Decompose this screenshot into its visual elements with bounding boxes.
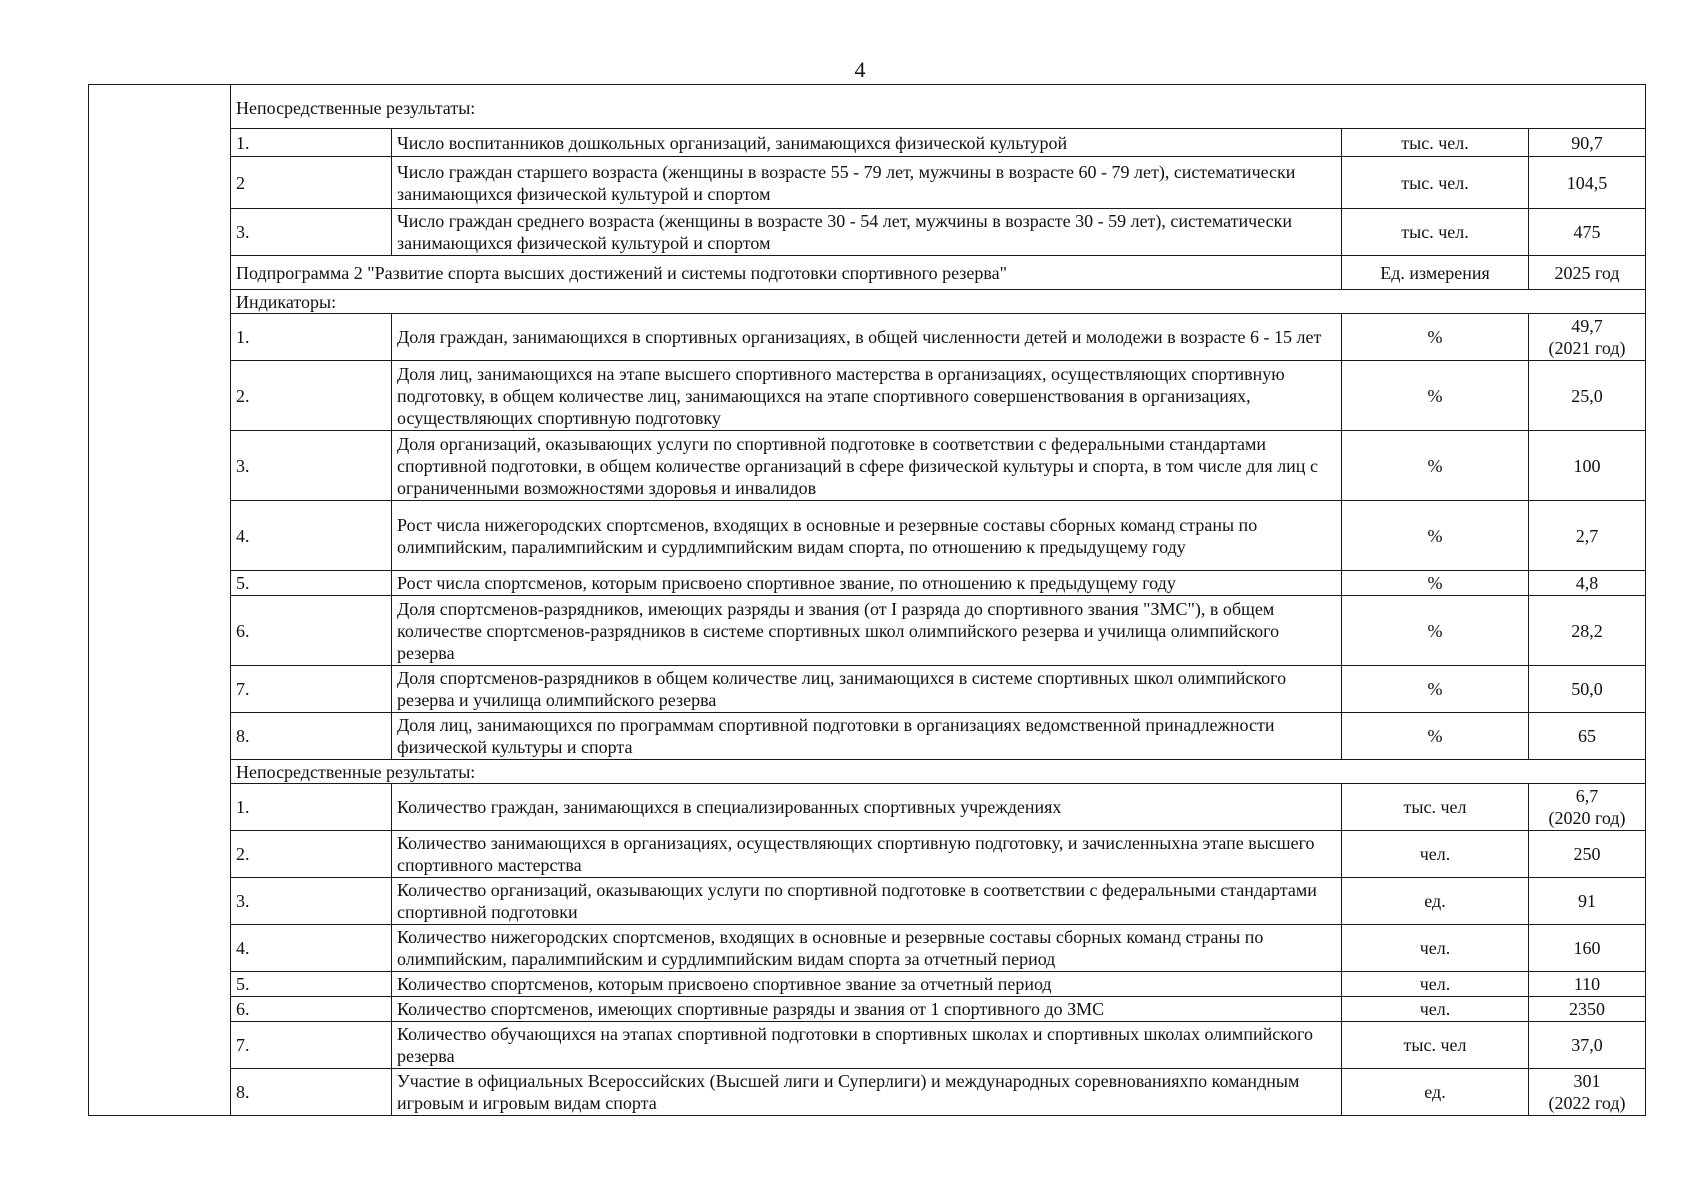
- table-row: [89, 666, 1646, 713]
- row-value: [1529, 831, 1646, 878]
- table-row: [89, 361, 1646, 431]
- row-unit: чел.: [1342, 972, 1529, 997]
- value-text: 6,7: [1575, 786, 1599, 806]
- row-number: 4.: [231, 925, 392, 972]
- section-heading: Непосредственные результаты:: [231, 85, 1646, 129]
- row-unit: %: [1342, 314, 1529, 361]
- row-unit: тыс. чел.: [1342, 129, 1529, 157]
- row-value: [1529, 997, 1646, 1022]
- row-unit: ед.: [1342, 878, 1529, 925]
- row-value: [1529, 972, 1646, 997]
- value-text: 2350: [1569, 999, 1606, 1019]
- section-heading-row: [89, 85, 1646, 129]
- row-value: [1529, 713, 1646, 760]
- row-value: [1529, 666, 1646, 713]
- row-unit: %: [1342, 571, 1529, 596]
- value-text: 28,2: [1571, 620, 1603, 641]
- row-unit: %: [1342, 431, 1529, 501]
- row-description: Количество обучающихся на этапах спортивной подготовки в спортивных школах и спортивных школах олимпийского резерва: [392, 1022, 1342, 1069]
- subprogram-header-row: [89, 256, 1646, 290]
- row-value: [1529, 361, 1646, 431]
- row-unit: ед.: [1342, 1069, 1529, 1116]
- row-description: Количество занимающихся в организациях, осуществляющих спортивную подготовку, и зачисленныхна этапе высшего спортивного мастерства: [392, 831, 1342, 878]
- table-row: [89, 878, 1646, 925]
- row-description: Доля спортсменов-разрядников в общем количестве лиц, занимающихся в системе спортивных школ олимпийского резерва и училища олимпийского резерва: [392, 666, 1342, 713]
- table-row: [89, 129, 1646, 157]
- row-number: 2: [231, 157, 392, 209]
- row-number: 8.: [231, 1069, 392, 1116]
- row-unit: %: [1342, 361, 1529, 431]
- page-number: 4: [854, 57, 866, 82]
- row-unit: %: [1342, 596, 1529, 666]
- row-description: Число граждан среднего возраста (женщины в возрасте 30 - 54 лет, мужчины в возрасте 30 - 59 лет), систематически занимающихся физической культурой и спортом: [392, 209, 1342, 256]
- row-unit: %: [1342, 666, 1529, 713]
- row-unit: тыс. чел: [1342, 1022, 1529, 1069]
- table-row: [89, 209, 1646, 256]
- value-year-note: (2022 год): [1548, 1093, 1626, 1113]
- left-blank-column: [89, 85, 231, 1116]
- value-text: 91: [1578, 891, 1597, 911]
- row-description: Доля организаций, оказывающих услуги по спортивной подготовке в соответствии с федеральными стандартами спортивной подготовки, в общем количестве организаций в сфере физической культуры и спорта, в том числе для лиц с ограниченными возможностями здоровья и инвалидов: [392, 431, 1342, 501]
- row-unit: тыс. чел.: [1342, 209, 1529, 256]
- row-number: 6.: [231, 596, 392, 666]
- row-description: Доля лиц, занимающихся по программам спортивной подготовки в организациях ведомственной принадлежности физической культуры и спорта: [392, 713, 1342, 760]
- row-description: Доля граждан, занимающихся в спортивных организациях, в общей численности детей и молодежи в возрасте 6 - 15 лет: [392, 314, 1342, 361]
- row-description: Количество нижегородских спортсменов, входящих в основные и резервные составы сборных команд страны по олимпийским, паралимпийским и сурдлимпийским видам спорта за отчетный период: [392, 925, 1342, 972]
- table-row: [89, 157, 1646, 209]
- table-row: [89, 1022, 1646, 1069]
- row-number: 1.: [231, 784, 392, 831]
- row-number: 1.: [231, 129, 392, 157]
- section-heading: Индикаторы:: [231, 290, 1646, 314]
- value-text: 50,0: [1571, 679, 1603, 699]
- row-unit: %: [1342, 713, 1529, 760]
- value-text: 49,7: [1571, 316, 1603, 336]
- value-text: 110: [1573, 974, 1601, 994]
- table-row: [89, 831, 1646, 878]
- row-unit: чел.: [1342, 997, 1529, 1022]
- row-value: [1529, 571, 1646, 596]
- row-number: 8.: [231, 713, 392, 760]
- value-year-note: (2020 год): [1548, 808, 1626, 828]
- row-value: [1529, 314, 1646, 361]
- row-number: 2.: [231, 831, 392, 878]
- value-text: 4,8: [1575, 573, 1599, 593]
- value-text: 250: [1573, 844, 1601, 864]
- table-row: [89, 431, 1646, 501]
- row-description: Число граждан старшего возраста (женщины в возрасте 55 - 79 лет, мужчины в возрасте 60 - 79 лет), систематически занимающихся физической культурой и спортом: [392, 157, 1342, 209]
- row-unit: чел.: [1342, 831, 1529, 878]
- row-value: [1529, 784, 1646, 831]
- row-unit: %: [1342, 501, 1529, 571]
- table-row: [89, 1069, 1646, 1116]
- row-number: 1.: [231, 314, 392, 361]
- row-value: [1529, 157, 1646, 209]
- row-description: Количество граждан, занимающихся в специализированных спортивных учреждениях: [392, 784, 1342, 831]
- row-value: [1529, 878, 1646, 925]
- value-text: 37,0: [1571, 1035, 1603, 1055]
- row-number: 4.: [231, 501, 392, 571]
- value-text: 65: [1578, 726, 1597, 746]
- value-text: 475: [1573, 222, 1601, 242]
- row-number: 7.: [231, 1022, 392, 1069]
- row-unit: тыс. чел: [1342, 784, 1529, 831]
- table-row: [89, 784, 1646, 831]
- row-description: Доля спортсменов-разрядников, имеющих разряды и звания (от I разряда до спортивного звания "ЗМС"), в общем количестве спортсменов-разрядников в системе спортивных школ олимпийского резерва и училища олимпийского резерва: [392, 596, 1342, 666]
- row-number: 5.: [231, 571, 392, 596]
- unit-column-header: Ед. измерения: [1342, 256, 1529, 290]
- row-value: [1529, 1069, 1646, 1116]
- row-value: [1529, 501, 1646, 571]
- row-value: [1529, 431, 1646, 501]
- table-row: [89, 596, 1646, 666]
- year-column-header: 2025 год: [1529, 256, 1646, 290]
- row-value: [1529, 925, 1646, 972]
- section-heading: Непосредственные результаты:: [231, 760, 1646, 784]
- row-description: Число воспитанников дошкольных организаций, занимающихся физической культурой: [392, 129, 1342, 157]
- row-description: Доля лиц, занимающихся на этапе высшего спортивного мастерства в организациях, осуществляющих спортивную подготовку, в общем количестве лиц, занимающихся на этапе спортивного совершенствования в организациях, осуществляющих спортивную подготовку: [392, 361, 1342, 431]
- table-row: [89, 925, 1646, 972]
- row-number: 3.: [231, 878, 392, 925]
- value-text: 90,7: [1571, 132, 1603, 153]
- row-number: 3.: [231, 209, 392, 256]
- value-text: 25,0: [1571, 385, 1603, 406]
- table-row: [89, 571, 1646, 596]
- value-text: 2,7: [1575, 525, 1599, 546]
- row-description: Рост числа спортсменов, которым присвоено спортивное звание, по отношению к предыдущему году: [392, 571, 1342, 596]
- row-description: Участие в официальных Всероссийских (Высшей лиги и Суперлиги) и международных соревнованияхпо командным игровым и игровым видам спорта: [392, 1069, 1342, 1116]
- row-description: Количество организаций, оказывающих услуги по спортивной подготовке в соответствии с федеральными стандартами спортивной подготовки: [392, 878, 1342, 925]
- row-number: 6.: [231, 997, 392, 1022]
- section-heading-row: [89, 760, 1646, 784]
- row-description: Количество спортсменов, имеющих спортивные разряды и звания от 1 спортивного до ЗМС: [392, 997, 1342, 1022]
- program-table-body: [89, 85, 1646, 1116]
- row-unit: чел.: [1342, 925, 1529, 972]
- value-text: 160: [1573, 938, 1601, 958]
- row-number: 3.: [231, 431, 392, 501]
- value-text: 301: [1573, 1071, 1601, 1091]
- table-row: [89, 997, 1646, 1022]
- row-value: [1529, 209, 1646, 256]
- value-text: 104,5: [1566, 172, 1608, 193]
- table-row: [89, 972, 1646, 997]
- value-text: 100: [1573, 455, 1601, 476]
- value-year-note: (2021 год): [1548, 338, 1626, 358]
- table-row: [89, 501, 1646, 571]
- row-description: Рост числа нижегородских спортсменов, входящих в основные и резервные составы сборных команд страны по олимпийским, паралимпийским и сурдлимпийским видам спорта, по отношению к предыдущему году: [392, 501, 1342, 571]
- row-number: 7.: [231, 666, 392, 713]
- row-value: [1529, 129, 1646, 157]
- row-unit: тыс. чел.: [1342, 157, 1529, 209]
- row-value: [1529, 596, 1646, 666]
- row-number: 2.: [231, 361, 392, 431]
- table-row: [89, 713, 1646, 760]
- section-heading-row: [89, 290, 1646, 314]
- row-value: [1529, 1022, 1646, 1069]
- row-number: 5.: [231, 972, 392, 997]
- table-row: [89, 314, 1646, 361]
- program-table: [88, 84, 1646, 1116]
- subprogram-title: Подпрограмма 2 "Развитие спорта высших достижений и системы подготовки спортивного резерва": [231, 256, 1342, 290]
- row-description: Количество спортсменов, которым присвоено спортивное звание за отчетный период: [392, 972, 1342, 997]
